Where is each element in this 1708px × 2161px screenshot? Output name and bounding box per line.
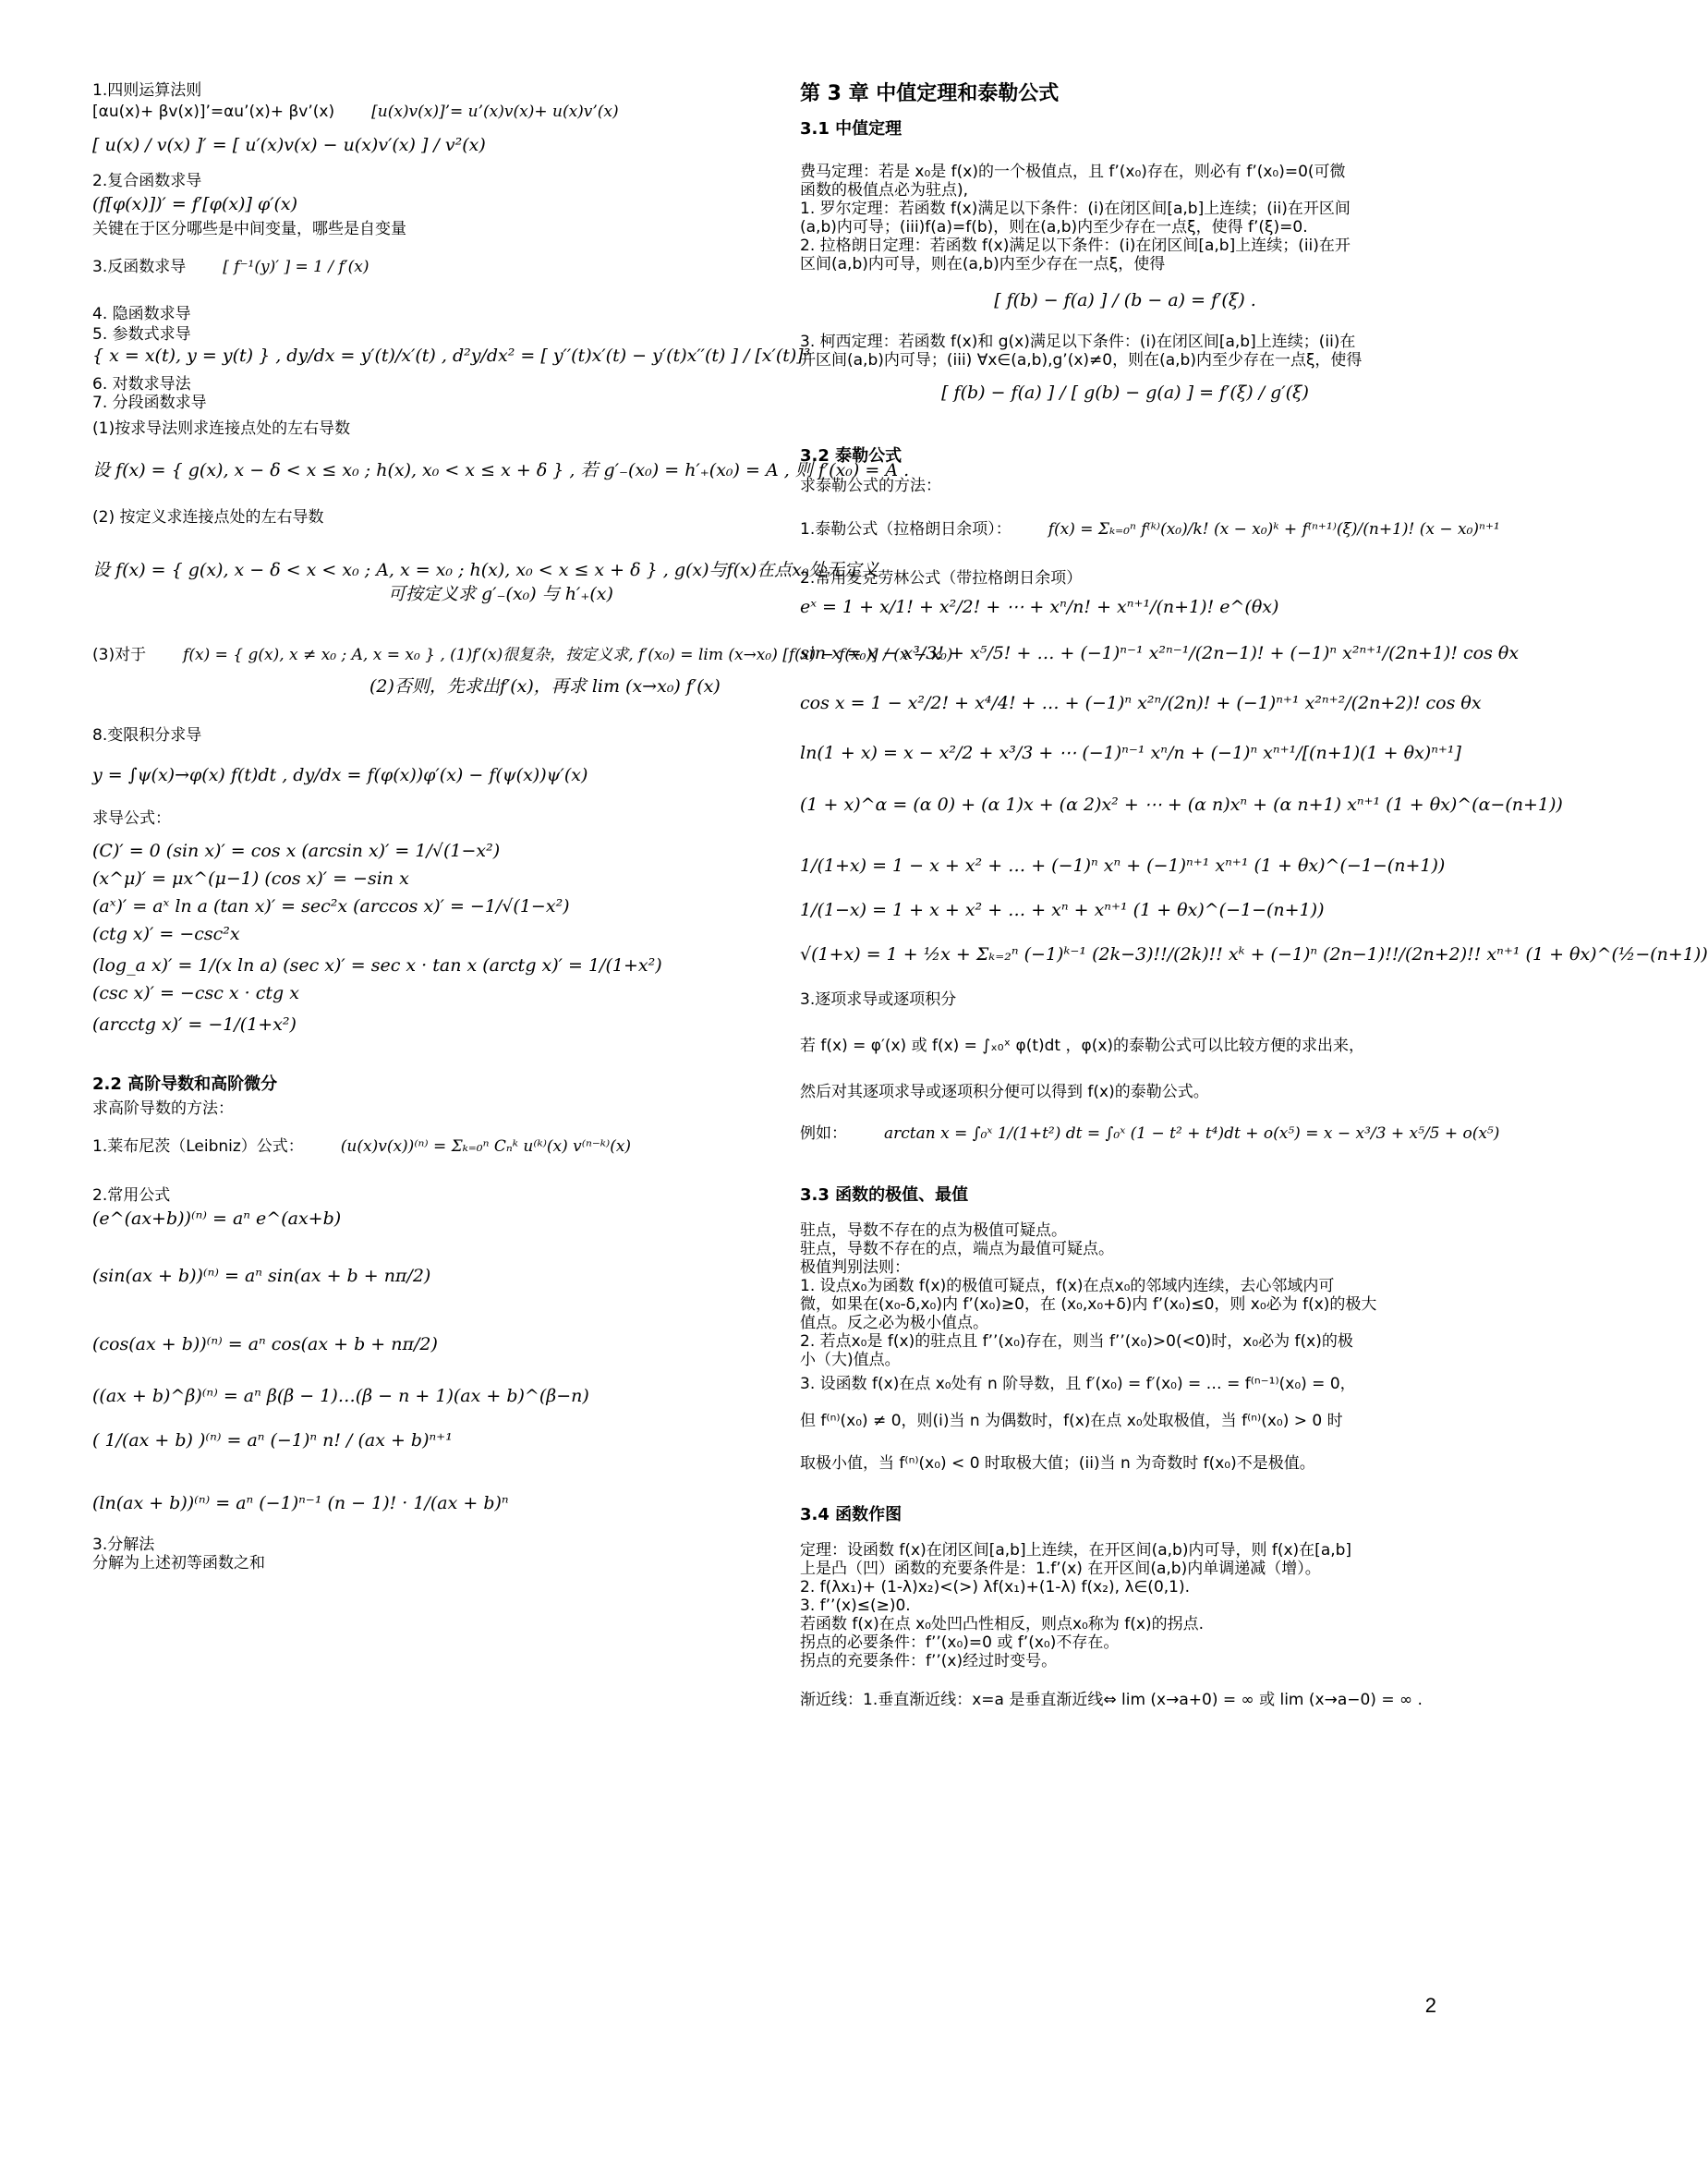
text-line — [800, 333, 1450, 351]
line-text: 3.1 中值定理 — [800, 119, 902, 139]
line-text: 然后对其逐项求导或逐项积分便可以得到 f(x)的泰勒公式。 — [800, 1083, 1209, 1101]
formula — [800, 793, 1563, 817]
section-heading — [92, 1074, 757, 1096]
line-text: 小（大)值点。 — [800, 1351, 901, 1369]
formula — [92, 1264, 757, 1288]
line-text: (f[φ(x)])′ = f′[φ(x)] φ′(x) — [92, 194, 298, 214]
formula — [800, 741, 1461, 765]
formula — [92, 344, 811, 368]
line-text: y = ∫ψ(x)→φ(x) f(t)dt , dy/dx = f(φ(x))φ′(x) − f(ψ(x))ψ′(x) — [92, 765, 588, 785]
text-line — [800, 1596, 1450, 1615]
text-line — [800, 1332, 1450, 1351]
formula — [800, 854, 1450, 878]
text-line — [800, 569, 1450, 588]
formula — [92, 458, 910, 482]
text-line — [800, 1351, 1450, 1369]
text-line — [92, 375, 757, 394]
line-text: 3.4 函数作图 — [800, 1505, 902, 1524]
text-line — [800, 1122, 1500, 1146]
line-text: 值点。反之必为极小值点。 — [800, 1314, 988, 1332]
inline-formula: [ f⁻¹(y)′ ] = 1 / f′(x) — [223, 258, 369, 276]
text-line — [92, 726, 757, 745]
line-text: 费马定理：若是 x₀是 f(x)的一个极值点，且 f’(x₀)存在，则必有 f’(x₀)=0(可微 — [800, 163, 1346, 181]
formula — [92, 1332, 757, 1356]
text-line — [92, 508, 757, 527]
section-heading — [800, 445, 1450, 467]
line-text: 2. f(λx₁)+ (1-λ)x₂)<(>) λf(x₁)+(1-λ) f(x₂), λ∈(0,1). — [800, 1578, 1191, 1596]
text-line — [800, 517, 1500, 541]
text-line — [800, 1221, 1450, 1240]
line-text: 1. 罗尔定理：若函数 f(x)满足以下条件：(i)在闭区间[a,b]上连续；(ii)在开区间 — [800, 200, 1351, 218]
line-text: 2.2 高阶导数和高阶微分 — [92, 1074, 278, 1094]
line-text: (arcctg x)′ = −1/(1+x²) — [92, 1014, 297, 1035]
formula — [92, 1491, 757, 1515]
line-text: 设 f(x) = { g(x), x − δ < x < x₀ ; A, x = x₀ ; h(x), x₀ < x ≤ x + δ } , g(x)与f(x)在点x₀处无定义 — [92, 560, 879, 580]
line-text: ((ax + b)^β)⁽ⁿ⁾ = aⁿ β(β − 1)…(β − n + 1)(ax + b)^(β−n) — [92, 1386, 589, 1406]
text-line — [800, 1037, 1450, 1055]
line-text: 3. 柯西定理：若函数 f(x)和 g(x)满足以下条件：(i)在闭区间[a,b]上连续；(ii)在 — [800, 333, 1356, 351]
formula — [92, 981, 757, 1005]
line-text: 开区间(a,b)内可导；(iii) ∀x∈(a,b),g’(x)≠0，则在(a,b)内至少存在一点ξ，使得 — [800, 351, 1363, 370]
text-line — [800, 1454, 1450, 1473]
formula — [800, 288, 1450, 312]
line-text: 7. 分段函数求导 — [92, 394, 207, 412]
line-text: 2.复合函数求导 — [92, 172, 202, 190]
text-line — [800, 218, 1450, 237]
text-line — [92, 220, 757, 238]
section-heading — [800, 1504, 1450, 1526]
line-text: 取极小值，当 f⁽ⁿ⁾(x₀) < 0 时取极大值；(ii)当 n 为奇数时 f(x₀)不是极值。 — [800, 1454, 1315, 1473]
line-text: 1.四则运算法则 — [92, 81, 202, 100]
formula — [92, 192, 757, 216]
text-line — [800, 1615, 1450, 1633]
line-text: 若 f(x) = φ′(x) 或 f(x) = ∫ₓ₀ˣ φ(t)dt ，φ(x)的泰勒公式可以比较方便的求出来， — [800, 1037, 1365, 1055]
line-text: √(1+x) = 1 + ½x + Σₖ₌₂ⁿ (−1)ᵏ⁻¹ (2k−3)!!/(2k)!! xᵏ + (−1)ⁿ (2n−1)!!/(2n+2)!! xⁿ⁺¹ (1 + θx)^(½−(n+1)) — [800, 944, 1708, 965]
line-text: 2. 拉格朗日定理：若函数 f(x)满足以下条件：(i)在闭区间[a,b]上连续；(ii)在开 — [800, 237, 1351, 255]
formula — [800, 691, 1482, 715]
line-text: (csc x)′ = −csc x · ctg x — [92, 983, 299, 1003]
formula — [800, 942, 1708, 966]
line-text: 4. 隐函数求导 — [92, 305, 191, 323]
line-text: 微，如果在(x₀-δ,x₀)内 f’(x₀)≥0，在 (x₀,x₀+δ)内 f’(x₀)≤0，则 x₀必为 f(x)的极大 — [800, 1295, 1377, 1314]
line-text: 定理：设函数 f(x)在闭区间[a,b]上连续，在开区间(a,b)内可导，则 f(x)在[a,b] — [800, 1541, 1352, 1560]
chapter-title — [800, 81, 1450, 107]
text-line — [92, 1135, 757, 1159]
line-text: (a,b)内可导；(iii)f(a)=f(b)，则在(a,b)内至少存在一点ξ，使得 f’(ξ)=0. — [800, 218, 1308, 237]
line-text: (aˣ)′ = aˣ ln a (tan x)′ = sec²x (arccos x)′ = −1/√(1−x²) — [92, 896, 570, 917]
text-line — [800, 1314, 1450, 1332]
line-text: 求导公式： — [92, 809, 171, 828]
line-text: 分解为上述初等函数之和 — [92, 1554, 265, 1572]
line-text: 5. 参数式求导 — [92, 325, 191, 344]
text-line — [800, 1560, 1450, 1578]
line-text: 极值判别法则： — [800, 1258, 910, 1277]
line-text: 3. f’’(x)≤(≥)0. — [800, 1596, 911, 1615]
line-text: (C)′ = 0 (sin x)′ = cos x (arcsin x)′ = 1/√(1−x²) — [92, 841, 501, 861]
line-text: 求泰勒公式的方法： — [800, 477, 941, 495]
line-text: 2. 若点x₀是 f(x)的驻点且 f’’(x₀)存在，则当 f’’(x₀)>0(<0)时，x₀必为 f(x)的极 — [800, 1332, 1353, 1351]
line-text: (2)否则，先求出f′(x)，再求 lim (x→x₀) f′(x) — [369, 676, 721, 697]
line-text: 3.2 泰勒公式 — [800, 446, 902, 466]
line-text: (sin(ax + b))⁽ⁿ⁾ = aⁿ sin(ax + b + nπ/2) — [92, 1266, 431, 1286]
text-line — [800, 181, 1450, 200]
line-text: 6. 对数求导法 — [92, 375, 191, 394]
text-line — [92, 1554, 757, 1572]
formula — [800, 381, 1450, 405]
line-text: (1 + x)^α = (α 0) + (α 1)x + (α 2)x² + ⋯ + (α n)xⁿ + (α n+1) xⁿ⁺¹ (1 + θx)^(α−(n+1)) — [800, 795, 1563, 815]
text-line — [800, 1277, 1450, 1295]
line-text: 例如： — [800, 1124, 847, 1143]
line-text: 第 3 章 中值定理和泰勒公式 — [800, 82, 1060, 105]
line-text: (x^μ)′ = μx^(μ−1) (cos x)′ = −sin x — [92, 868, 409, 889]
line-text: 2.常用公式 — [92, 1186, 171, 1205]
line-text: [αu(x)+ βv(x)]’=αu’(x)+ βv’(x) — [92, 103, 335, 121]
text-line — [92, 394, 757, 412]
line-text: 区间(a,b)内可导，则在(a,b)内至少存在一点ξ，使得 — [800, 255, 1166, 273]
line-text: cos x = 1 − x²/2! + x⁴/4! + … + (−1)ⁿ x²ⁿ/(2n)! + (−1)ⁿ⁺¹ x²ⁿ⁺²/(2n+2)! cos θx — [800, 693, 1482, 713]
text-line — [800, 1578, 1450, 1596]
right-column — [800, 81, 1708, 1709]
text-line — [92, 809, 757, 828]
page-number: 2 — [1424, 1994, 1436, 2017]
text-line — [800, 1083, 1450, 1101]
text-line — [800, 1691, 1450, 1709]
text-line — [92, 419, 757, 438]
formula — [92, 1428, 757, 1452]
formula — [92, 953, 757, 977]
line-text: 3. 设函数 f(x)在点 x₀处有 n 阶导数，且 f′(x₀) = f′(x₀) = … = f⁽ⁿ⁻¹⁾(x₀) = 0， — [800, 1375, 1356, 1393]
text-line — [92, 305, 757, 323]
inline-formula: f(x) = { g(x), x ≠ x₀ ; A, x = x₀ } , (1)f′(x)很复杂，按定义求, f′(x₀) = lim (x→x₀) [f(x) − f(x₀)] / (x − x₀) — [183, 646, 953, 664]
text-line — [800, 1412, 1450, 1430]
text-line — [800, 237, 1450, 255]
line-text: 3.分解法 — [92, 1536, 155, 1554]
text-line — [800, 1375, 1450, 1393]
formula — [92, 922, 757, 946]
line-text: 3.逐项求导或逐项积分 — [800, 990, 957, 1009]
formula — [92, 763, 757, 787]
text-line — [800, 1541, 1450, 1560]
text-line — [800, 255, 1450, 273]
line-text: 驻点，导数不存在的点，端点为最值可疑点。 — [800, 1240, 1114, 1258]
line-text: 8.变限积分求导 — [92, 726, 202, 745]
line-text: 求高阶导数的方法： — [92, 1099, 234, 1118]
line-text: 但 f⁽ⁿ⁾(x₀) ≠ 0，则(i)当 n 为偶数时，f(x)在点 x₀处取极值，当 f⁽ⁿ⁾(x₀) > 0 时 — [800, 1412, 1343, 1430]
formula — [800, 641, 1520, 665]
formula — [92, 558, 879, 582]
formula — [800, 595, 1450, 619]
line-text: [ u(x) / v(x) ]′ = [ u′(x)v(x) − u(x)v′(x) ] / v²(x) — [92, 135, 486, 155]
line-text: 1/(1+x) = 1 − x + x² + … + (−1)ⁿ xⁿ + (−1)ⁿ⁺¹ xⁿ⁺¹ (1 + θx)^(−1−(n+1)) — [800, 856, 1446, 876]
section-heading — [800, 1184, 1450, 1207]
text-line — [800, 477, 1450, 495]
line-text: { x = x(t), y = y(t) } , dy/dx = y′(t)/x′(t) , d²y/dx² = [ y′′(t)x′(t) − y′(t)x′′(t) ] / [x′(t)]³ — [92, 346, 811, 366]
text-line — [92, 255, 757, 279]
formula — [92, 674, 757, 698]
line-text: eˣ = 1 + x/1! + x²/2! + ⋯ + xⁿ/n! + xⁿ⁺¹/(n+1)! e^(θx) — [800, 597, 1279, 617]
formula — [92, 133, 757, 157]
line-text: (1)按求导法则求连接点处的左右导数 — [92, 419, 351, 438]
line-text: (log_a x)′ = 1/(x ln a) (sec x)′ = sec x · tan x (arctg x)′ = 1/(1+x²) — [92, 955, 662, 976]
line-text: (e^(ax+b))⁽ⁿ⁾ = aⁿ e^(ax+b) — [92, 1208, 342, 1229]
line-text: 函数的极值点必为驻点), — [800, 181, 969, 200]
text-line — [800, 1295, 1450, 1314]
line-text: (ctg x)′ = −csc²x — [92, 924, 240, 944]
line-text: 2.常用麦克劳林公式（带拉格朗日余项） — [800, 569, 1083, 588]
section-heading — [800, 118, 1450, 140]
text-line — [92, 100, 757, 124]
formula — [92, 1207, 757, 1231]
line-text: 拐点的充要条件：f’’(x)经过时变号。 — [800, 1652, 1058, 1670]
text-line — [92, 1099, 757, 1118]
inline-formula: [u(x)v(x)]’= u’(x)v(x)+ u(x)v’(x) — [371, 103, 619, 121]
line-text: 若函数 f(x)在点 x₀处凹凸性相反，则点x₀称为 f(x)的拐点. — [800, 1615, 1204, 1633]
text-line — [800, 1633, 1450, 1652]
inline-formula: (u(x)v(x))⁽ⁿ⁾ = Σₖ₌₀ⁿ Cₙᵏ u⁽ᵏ⁾(x) v⁽ⁿ⁻ᵏ⁾(x) — [340, 1137, 632, 1156]
line-text: 3.3 函数的极值、最值 — [800, 1185, 969, 1205]
formula — [92, 582, 757, 606]
line-text: (ln(ax + b))⁽ⁿ⁾ = aⁿ (−1)ⁿ⁻¹ (n − 1)! · 1/(ax + b)ⁿ — [92, 1493, 509, 1513]
text-line — [800, 163, 1450, 181]
text-line — [800, 1652, 1450, 1670]
line-text: ( 1/(ax + b) )⁽ⁿ⁾ = aⁿ (−1)ⁿ n! / (ax + b)ⁿ⁺¹ — [92, 1430, 453, 1451]
line-text: (cos(ax + b))⁽ⁿ⁾ = aⁿ cos(ax + b + nπ/2) — [92, 1334, 438, 1354]
text-line — [800, 351, 1450, 370]
formula — [92, 839, 757, 863]
line-text: 1.莱布尼茨（Leibniz）公式： — [92, 1137, 304, 1156]
text-line — [92, 325, 757, 344]
line-text: 设 f(x) = { g(x), x − δ < x ≤ x₀ ; h(x), x₀ < x ≤ x + δ } , 若 g′₋(x₀) = h′₊(x₀) = A , 则 f′(x₀) = A . — [92, 460, 910, 480]
line-text: [ f(b) − f(a) ] / [ g(b) − g(a) ] = f′(ξ) / g′(ξ) — [941, 382, 1309, 403]
line-text: 3.反函数求导 — [92, 258, 187, 276]
line-text: 1.泰勒公式（拉格朗日余项）： — [800, 520, 1011, 539]
text-line — [92, 643, 953, 667]
line-text: (3)对于 — [92, 646, 147, 664]
line-text: 可按定义求 g′₋(x₀) 与 h′₊(x) — [388, 584, 613, 604]
text-line — [800, 200, 1450, 218]
line-text: 拐点的必要条件：f’’(x₀)=0 或 f’(x₀)不存在。 — [800, 1633, 1120, 1652]
formula — [92, 1384, 757, 1408]
line-text: 1/(1−x) = 1 + x + x² + … + xⁿ + xⁿ⁺¹ (1 + θx)^(−1−(n+1)) — [800, 900, 1325, 920]
text-line — [800, 1258, 1450, 1277]
inline-formula: f(x) = Σₖ₌₀ⁿ f⁽ᵏ⁾(x₀)/k! (x − x₀)ᵏ + f⁽ⁿ⁺¹⁾(ξ)/(n+1)! (x − x₀)ⁿ⁺¹ — [1048, 520, 1500, 539]
text-line — [800, 1240, 1450, 1258]
line-text: 渐近线：1.垂直渐近线：x=a 是垂直渐近线⇔ lim (x→a+0) = ∞ 或 lim (x→a−0) = ∞ . — [800, 1691, 1423, 1709]
line-text: 驻点，导数不存在的点为极值可疑点。 — [800, 1221, 1067, 1240]
formula — [92, 1013, 757, 1037]
inline-formula: arctan x = ∫₀ˣ 1/(1+t²) dt = ∫₀ˣ (1 − t² + t⁴)dt + o(x⁵) = x − x³/3 + x⁵/5 + o(x⁵) — [884, 1124, 1500, 1143]
line-text: ln(1 + x) = x − x²/2 + x³/3 + ⋯ (−1)ⁿ⁻¹ xⁿ/n + (−1)ⁿ xⁿ⁺¹/[(n+1)(1 + θx)ⁿ⁺¹] — [800, 743, 1461, 763]
text-line — [800, 990, 1450, 1009]
line-text: 1. 设点x₀为函数 f(x)的极值可疑点，f(x)在点x₀的邻域内连续，去心邻域内可 — [800, 1277, 1335, 1295]
line-text: 关键在于区分哪些是中间变量，哪些是自变量 — [92, 220, 406, 238]
text-line — [92, 172, 757, 190]
line-text: 上是凸（凹）函数的充要条件是：1.f’(x) 在开区间(a,b)内单调递减（增）。 — [800, 1560, 1321, 1578]
formula — [800, 898, 1450, 922]
text-line — [92, 1186, 757, 1205]
line-text: (2) 按定义求连接点处的左右导数 — [92, 508, 324, 527]
text-line — [92, 1536, 757, 1554]
formula — [92, 894, 757, 918]
formula — [92, 867, 757, 891]
line-text: [ f(b) − f(a) ] / (b − a) = f′(ξ) . — [994, 290, 1256, 310]
line-text: sin x = x − x³/3! + x⁵/5! + … + (−1)ⁿ⁻¹ x²ⁿ⁻¹/(2n−1)! + (−1)ⁿ x²ⁿ⁺¹/(2n+1)! cos θx — [800, 643, 1520, 663]
text-line — [92, 81, 757, 100]
